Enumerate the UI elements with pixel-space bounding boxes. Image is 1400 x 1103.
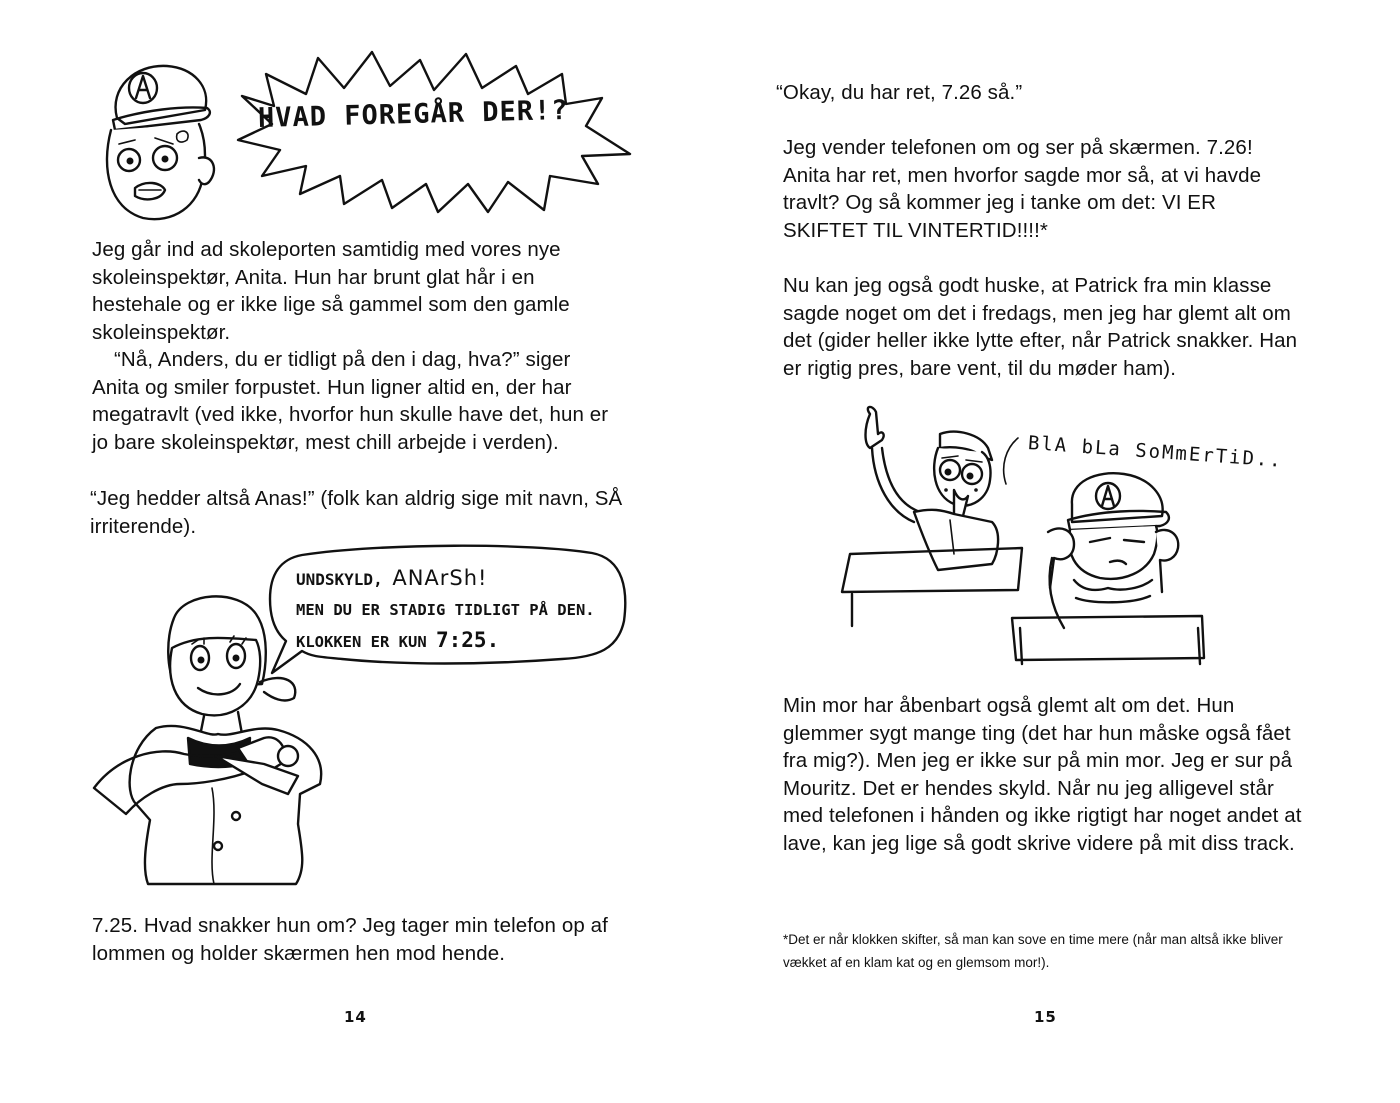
bubble-line-1 — [296, 566, 487, 590]
footnote: *Det er når klokken skifter, så man kan sove en time mere (når man altså ikke bliver vækket af en klam kat og en glemsom mor!). — [783, 932, 1283, 970]
patrick-speech: BlA bLa SoMmErTiD.. — [1027, 432, 1284, 472]
bubble-apology: UNDSKYLD, — [296, 570, 383, 589]
page-number-right: 15 — [1034, 1008, 1057, 1026]
paragraph-2: “Nå, Anders, du er tidligt på den i dag, hva?” siger Anita og smiler forpustet. Hun ligner altid en, der har megatravlt (ved ikke, hvorfor hun skulle have det, hun er jo bare skoleinspektør, mest chill arbejde i verden). — [92, 348, 609, 454]
shout-text: HVAD FOREGÅR DER!? — [257, 94, 569, 134]
right-page — [700, 0, 1400, 1103]
paragraph-1: Jeg går ind ad skoleporten samtidig med vores nye skoleinspektør, Anita. Hun har brunt glat hår i en hestehale og er ikke lige så gammel som den gamle skoleinspektør. — [92, 238, 570, 344]
paragraph-6: Jeg vender telefonen om og ser på skærmen. 7.26! Anita har ret, men hvorfor sagde mor så, at vi havde travlt? Og så kommer jeg i tanke om det: VI ER SKIFTET TIL VINTERTID!!!!* — [783, 136, 1262, 242]
anas-covering-ears-icon — [1012, 468, 1208, 664]
bubble-time: 7:25. — [436, 628, 500, 652]
bubble-line-2: MEN DU ER STADIG TIDLIGT PÅ DEN. — [296, 601, 595, 619]
paragraph-4: 7.25. Hvad snakker hun om? Jeg tager min telefon op af lommen og holder skærmen hen mod hende. — [92, 914, 608, 965]
patrick-raising-hand-icon — [842, 404, 1002, 634]
bubble-clock-text: KLOKKEN ER KUN — [296, 633, 427, 651]
paragraph-8: Min mor har åbenbart også glemt alt om det. Hun glemmer sygt mange ting (det har hun måske også fået fra mig?). Men jeg er ikke sur på min mor. Jeg er sur på Mouritz. Det er hendes skyld. Når nu jeg alligevel står med telefonen i hånden og ikke rigtigt har noget andet at lave, kan jeg lige så godt skrive videre på mit diss track. — [783, 694, 1302, 855]
page-number-left: 14 — [344, 1008, 367, 1026]
bubble-name: ANArSh! — [392, 566, 488, 590]
principal-checking-watch-icon — [88, 588, 350, 888]
boy-cap-head-icon — [95, 58, 235, 230]
paragraph-5: “Okay, du har ret, 7.26 så.” — [776, 81, 1023, 104]
paragraph-7: Nu kan jeg også godt huske, at Patrick fra min klasse sagde noget om det i fredags, men jeg har glemt alt om det (gider heller ikke lytte efter, når Patrick snakker. Han er rigtig pres, bare vent, til du møder ham). — [783, 274, 1298, 380]
paragraph-3: “Jeg hedder altså Anas!” (folk kan aldrig sige mit navn, SÅ irriterende). — [90, 487, 623, 538]
